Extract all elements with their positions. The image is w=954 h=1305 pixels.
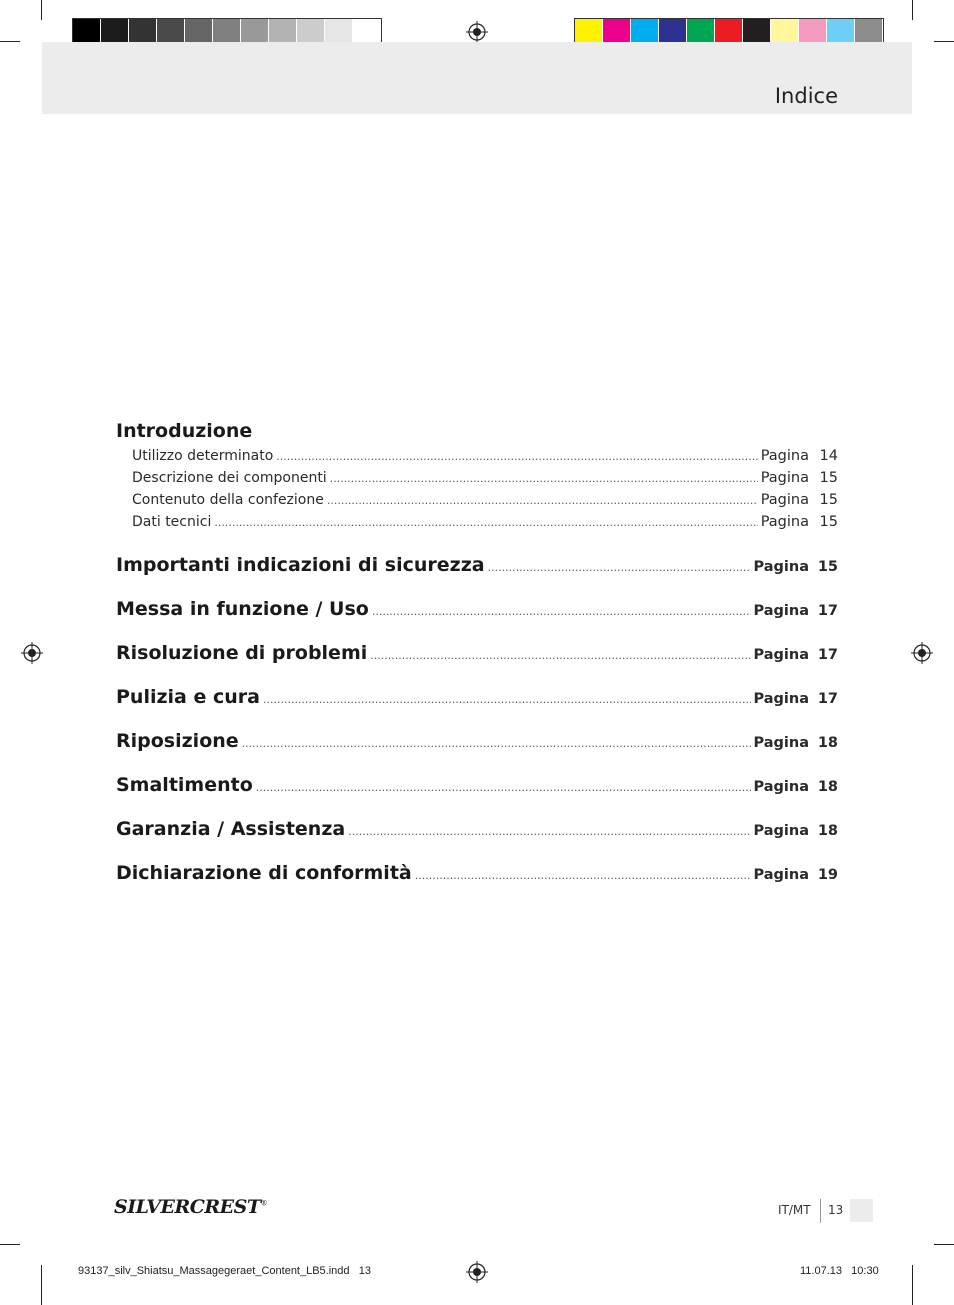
registration-mark-icon — [466, 21, 488, 43]
crop-mark — [0, 41, 20, 42]
toc-entry-label: Riposizione — [116, 730, 239, 752]
page-number: 19 — [817, 867, 838, 883]
toc-entry-page — [761, 470, 838, 486]
toc-entry-label: Utilizzo determinato — [132, 448, 274, 464]
toc-entry-page — [754, 867, 838, 883]
page-title: Indice — [774, 84, 838, 108]
toc-entry-label: Descrizione dei componenti — [132, 470, 327, 486]
page-number: 15 — [817, 559, 838, 575]
toc-entry-page — [754, 559, 838, 575]
toc-entry-page — [761, 492, 838, 508]
toc-section — [116, 810, 838, 854]
footer-language: IT/MT — [778, 1203, 811, 1217]
crop-mark — [41, 0, 42, 20]
page-label: Pagina — [753, 779, 809, 795]
dot-leader — [263, 693, 751, 706]
page-number: 15 — [819, 492, 838, 508]
page-label: Pagina — [753, 647, 809, 663]
crop-mark — [41, 1265, 42, 1305]
dot-leader — [488, 561, 751, 574]
page-number: 17 — [817, 603, 838, 619]
toc-entry-label: Smaltimento — [116, 774, 253, 796]
toc-subitem — [132, 448, 838, 470]
page-label: Pagina — [760, 470, 809, 486]
dot-leader — [372, 605, 751, 618]
page-label: Pagina — [753, 691, 809, 707]
footer-tab-box — [850, 1199, 873, 1222]
dot-leader — [330, 472, 758, 485]
dot-leader — [370, 649, 750, 662]
toc-section — [116, 722, 838, 766]
toc-section — [116, 590, 838, 634]
crop-mark — [934, 1244, 954, 1245]
page-number: 18 — [817, 823, 838, 839]
page-label: Pagina — [753, 823, 809, 839]
toc-entry-label: Messa in funzione / Uso — [116, 598, 369, 620]
toc-section — [116, 678, 838, 722]
toc-subitem — [132, 470, 838, 492]
toc-section — [116, 854, 838, 898]
toc-entry-page — [754, 823, 838, 839]
page-number: 18 — [817, 779, 838, 795]
toc-entry-page — [754, 603, 838, 619]
toc-entry-page — [754, 779, 838, 795]
registration-mark-icon — [466, 1261, 488, 1283]
dot-leader — [214, 516, 757, 529]
toc-entry-page — [754, 735, 838, 751]
dot-leader — [256, 781, 751, 794]
toc-entry-page — [754, 647, 838, 663]
page-label: Pagina — [760, 448, 809, 464]
toc-entry-label: Dati tecnici — [132, 514, 212, 530]
toc-subitem — [132, 492, 838, 514]
page-number: 15 — [819, 470, 838, 486]
page-label: Pagina — [753, 559, 809, 575]
toc-section — [116, 634, 838, 678]
toc-entry-label: Importanti indicazioni di sicurezza — [116, 554, 485, 576]
toc-entry-label: Dichiarazione di conformità — [116, 862, 412, 884]
toc-entry-page — [761, 448, 838, 464]
footer-page-number: 13 — [828, 1203, 844, 1217]
page-number: 17 — [817, 691, 838, 707]
print-slug-datetime: 11.07.13 10:30 — [800, 1265, 879, 1277]
toc-subitem — [132, 514, 838, 536]
toc-heading-introduzione: Introduzione — [116, 420, 253, 442]
page-label: Pagina — [760, 492, 809, 508]
page-label: Pagina — [753, 867, 809, 883]
dot-leader — [415, 869, 751, 882]
print-slug-file: 93137_silv_Shiatsu_Massagegeraet_Content_LB5.indd 13 — [78, 1265, 371, 1277]
dot-leader — [327, 494, 758, 507]
registration-mark-icon — [911, 642, 933, 664]
registration-mark-icon — [21, 642, 43, 664]
page-label: Pagina — [760, 514, 809, 530]
crop-mark — [912, 1265, 913, 1305]
page-number: 18 — [817, 735, 838, 751]
page-number: 15 — [819, 514, 838, 530]
brand-logo: SILVERCREST® — [114, 1196, 267, 1218]
dot-leader — [242, 737, 751, 750]
page-label: Pagina — [753, 735, 809, 751]
toc-entry-label: Garanzia / Assistenza — [116, 818, 346, 840]
crop-mark — [0, 1244, 20, 1245]
dot-leader — [348, 825, 750, 838]
footer-divider — [820, 1199, 821, 1223]
crop-mark — [912, 0, 913, 20]
toc-entry-label: Risoluzione di problemi — [116, 642, 368, 664]
dot-leader — [276, 450, 757, 463]
page-label: Pagina — [753, 603, 809, 619]
toc-entry-label: Contenuto della confezione — [132, 492, 324, 508]
page-number: 17 — [817, 647, 838, 663]
toc-entry-page — [754, 691, 838, 707]
toc-section — [116, 546, 838, 590]
table-of-contents — [116, 420, 838, 898]
crop-mark — [934, 41, 954, 42]
page-number: 14 — [819, 448, 838, 464]
toc-entry-page — [761, 514, 838, 530]
toc-section — [116, 766, 838, 810]
toc-entry-label: Pulizia e cura — [116, 686, 260, 708]
